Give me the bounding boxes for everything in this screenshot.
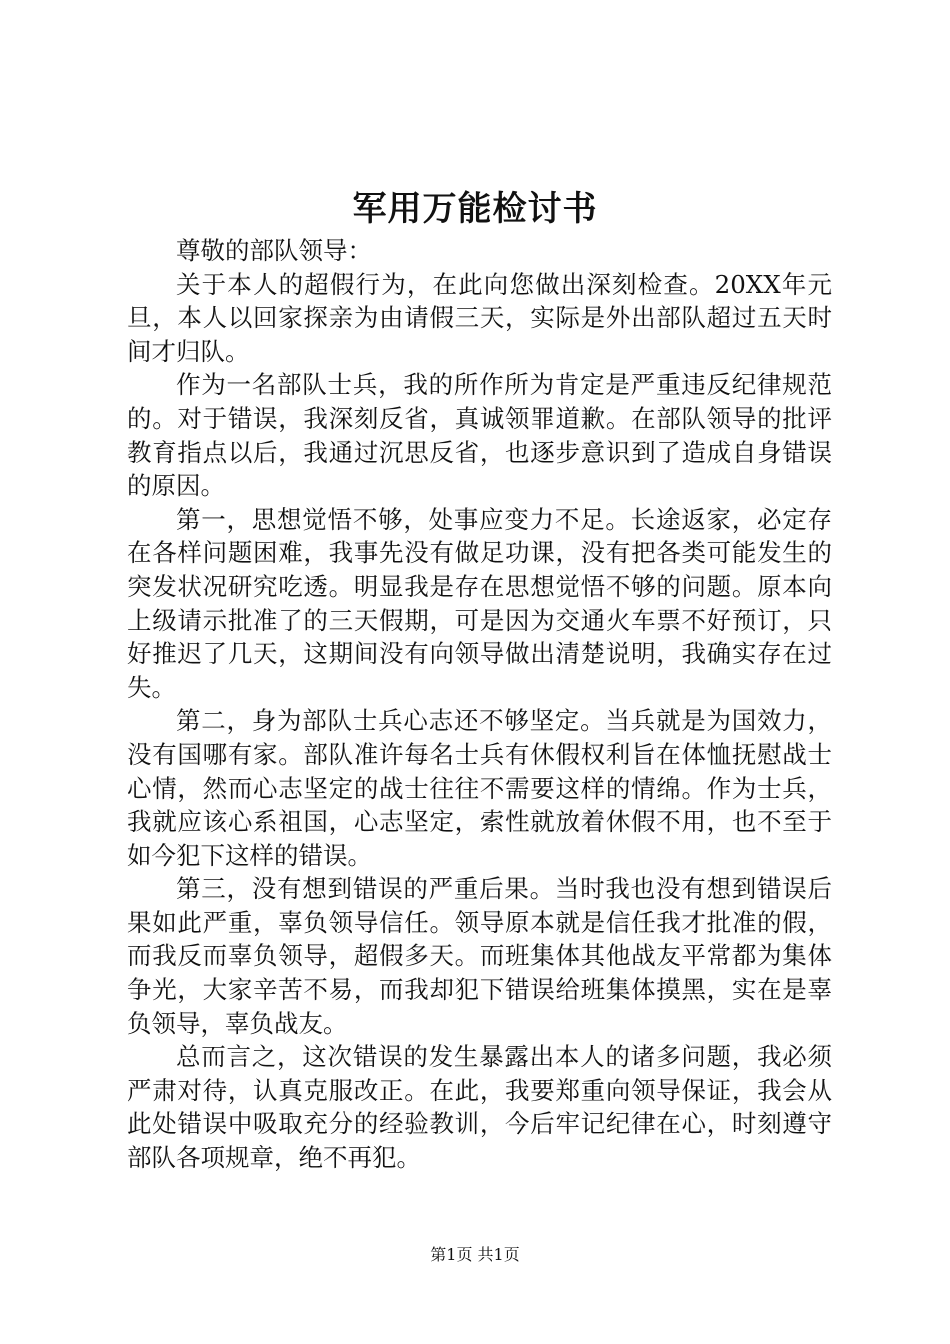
document-body (127, 234, 832, 1175)
paragraph-4: 第二，身为部队士兵心志还不够坚定。当兵就是为国效力，没有国哪有家。部队准许每名士兵有休假权利旨在体恤抚慰战士心情，然而心志坚定的战士往往不需要这样的情绵。作为士兵，我就应该心系祖国，心志坚定，索性就放着休假不用，也不至于如今犯下这样的错误。 (127, 706, 832, 870)
paragraph-3: 第一，思想觉悟不够，处事应变力不足。长途返家，必定存在各样问题困难，我事先没有做足功课，没有把各类可能发生的突发状况研究吃透。明显我是存在思想觉悟不够的问题。原本向上级请示批准了的三天假期，可是因为交通火车票不好预订，只好推迟了几天，这期间没有向领导做出清楚说明，我确实存在过失。 (127, 504, 832, 702)
paragraph-2: 作为一名部队士兵，我的所作所为肯定是严重违反纪律规范的。对于错误，我深刻反省，真诚领罪道歉。在部队领导的批评教育指点以后，我通过沉思反省，也逐步意识到了造成自身错误的原因。 (127, 370, 832, 501)
paragraph-5: 第三，没有想到错误的严重后果。当时我也没有想到错误后果如此严重，辜负领导信任。领导原本就是信任我才批准的假，而我反而辜负领导，超假多天。而班集体其他战友平常都为集体争光，大家辛苦不易，而我却犯下错误给班集体摸黑，实在是辜负领导，辜负战友。 (127, 874, 832, 1038)
salutation: 尊敬的部队领导： (176, 236, 372, 265)
paragraph-6: 总而言之，这次错误的发生暴露出本人的诸多问题，我必须严肃对待，认真克服改正。在此，我要郑重向领导保证，我会从此处错误中吸取充分的经验教训，今后牢记纪律在心，时刻遵守部队各项规章，绝不再犯。 (127, 1042, 832, 1173)
document-title: 军用万能检讨书 (352, 189, 598, 229)
page-footer: 第1页 共1页 (430, 1245, 520, 1264)
paragraph-1: 关于本人的超假行为，在此向您做出深刻检查。20XX年元旦，本人以回家探亲为由请假三天，实际是外出部队超过五天时间才归队。 (127, 269, 832, 366)
